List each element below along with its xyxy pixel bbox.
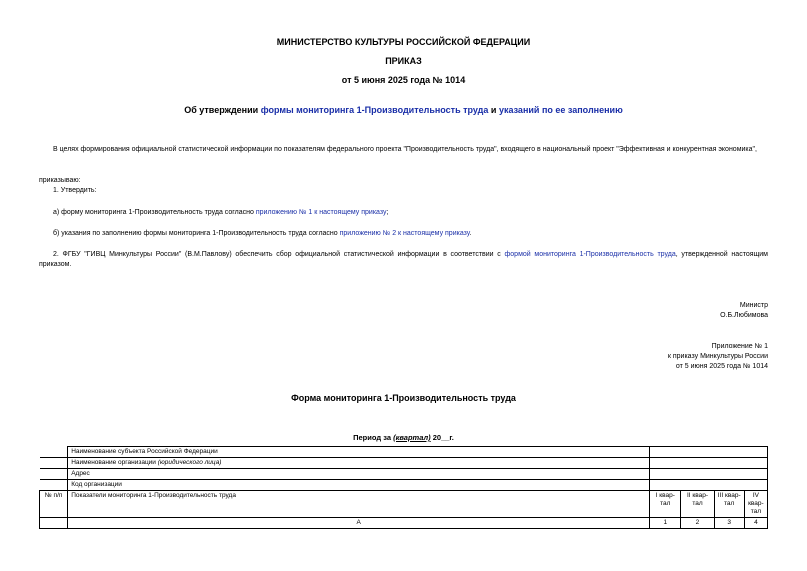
item-2-end: , утвержденной настоящим приказом.: [39, 251, 768, 268]
signature-name: О.Б.Любимова: [720, 312, 768, 319]
monitoring-form-table: [39, 446, 768, 529]
row-org-code-label: Код организации: [68, 480, 650, 491]
col-header-q2: II квар- тал: [681, 491, 714, 518]
org-name-text: Наименование организации: [71, 459, 158, 466]
title-link-form[interactable]: формы мониторинга 1-Производительность труда: [260, 105, 489, 115]
col-header-q1: I квар- тал: [650, 491, 681, 518]
title-middle: и: [488, 105, 499, 115]
doc-type: ПРИКАЗ: [385, 56, 422, 66]
table-index-row: [40, 518, 768, 529]
index-cell-3: 3: [714, 518, 744, 529]
org-name-italic: (юридического лица): [157, 459, 222, 466]
row-subject-label: Наименование субъекта Российской Федерации: [68, 447, 650, 458]
table-row: [40, 480, 768, 491]
title-prefix: Об утверждении: [184, 105, 261, 115]
form-period: [0, 433, 807, 442]
col-header-indicators: Показатели мониторинга 1-Производительность труда: [68, 491, 650, 518]
table-cell-blank: [40, 480, 68, 491]
col-header-q4: IV квар- тал: [744, 491, 767, 518]
table-header-row: [40, 491, 768, 518]
preamble-paragraph: В целях формирования официальной статистической информации по показателям федерального проекта "Производительность труда", входящего в национальный проект "Эффективная и конкурентная экономика",: [53, 146, 757, 153]
index-cell-1: 1: [650, 518, 681, 529]
appendix-line-1: Приложение № 1: [711, 343, 768, 350]
index-cell-blank: [40, 518, 68, 529]
item-b-text: б) указания по заполнению формы мониторинга 1-Производительность труда согласно: [53, 230, 340, 237]
item-b-link[interactable]: приложению № 2 к настоящему приказу: [339, 230, 470, 237]
appendix-line-2: к приказу Минкультуры России: [667, 353, 768, 360]
row-subject-value[interactable]: [650, 447, 768, 458]
item-1: 1. Утвердить:: [53, 187, 97, 194]
row-org-name-value[interactable]: [650, 458, 768, 469]
row-address-value[interactable]: [650, 469, 768, 480]
col-header-number: № п/п: [40, 491, 68, 518]
form-title: Форма мониторинга 1-Производительность труда: [291, 393, 516, 403]
order-word: приказываю:: [39, 177, 81, 184]
row-address-label: Адрес: [68, 469, 650, 480]
item-2-text: 2. ФГБУ "ГИВЦ Минкультуры России" (В.М.Павлову) обеспечить сбор официальной статистической информации в соответствии с: [53, 251, 505, 258]
period-quarter: (квартал): [393, 433, 431, 442]
period-prefix: Период за: [353, 433, 394, 442]
signature-position: Министр: [739, 302, 768, 309]
table-row: [40, 469, 768, 480]
table-row: [40, 447, 768, 458]
table-row: [40, 458, 768, 469]
row-org-name-label: [68, 458, 650, 469]
period-suffix: 20__г.: [430, 433, 454, 442]
item-2-link[interactable]: формой мониторинга 1-Производительность труда: [504, 251, 676, 258]
index-cell-4: 4: [744, 518, 767, 529]
col-header-q3: III квар- тал: [714, 491, 744, 518]
doc-date-number: от 5 июня 2025 года № 1014: [341, 75, 466, 85]
row-org-code-value[interactable]: [650, 480, 768, 491]
table-cell-blank: [40, 447, 68, 458]
item-2: [39, 250, 768, 269]
table-cell-blank: [40, 469, 68, 480]
item-b-end: .: [469, 230, 472, 237]
appendix-line-3: от 5 июня 2025 года № 1014: [675, 363, 768, 370]
index-cell-2: 2: [681, 518, 714, 529]
doc-title: [0, 105, 807, 115]
ministry-heading: МИНИСТЕРСТВО КУЛЬТУРЫ РОССИЙСКОЙ ФЕДЕРАЦИИ: [276, 37, 531, 47]
item-b: [53, 229, 472, 239]
item-a: [53, 208, 388, 218]
item-a-text: а) форму мониторинга 1-Производительность труда согласно: [53, 209, 256, 216]
index-cell-a: А: [68, 518, 650, 529]
item-a-end: ;: [386, 209, 389, 216]
table-cell-blank: [40, 458, 68, 469]
item-a-link[interactable]: приложению № 1 к настоящему приказу: [255, 209, 387, 216]
title-link-instructions[interactable]: указаний по ее заполнению: [498, 105, 623, 115]
